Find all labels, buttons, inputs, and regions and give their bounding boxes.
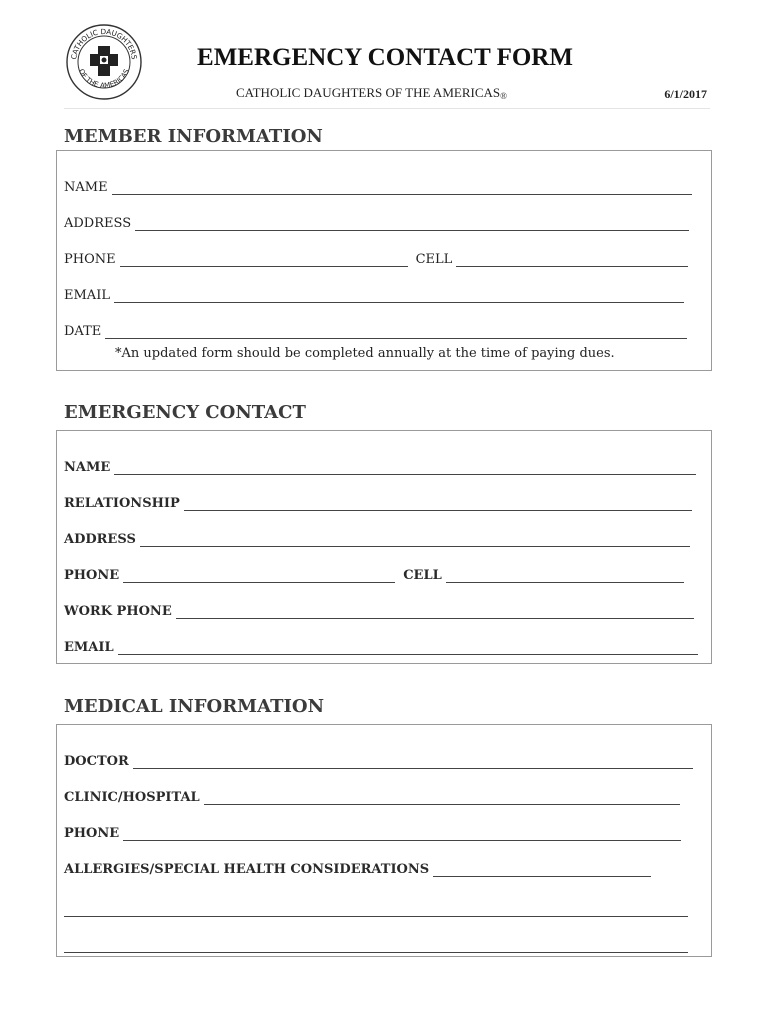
cda-seal-logo — [64, 22, 144, 102]
member-name-blank[interactable] — [112, 183, 692, 195]
ec-email-blank[interactable] — [118, 643, 698, 655]
ec-email-label: EMAIL — [64, 640, 114, 655]
header-divider — [64, 108, 710, 109]
member-section-title: MEMBER INFORMATION — [64, 126, 323, 147]
ec-name-label: NAME — [64, 460, 111, 475]
member-info-box — [56, 150, 712, 371]
clinic-label: CLINIC/HOSPITAL — [64, 790, 200, 805]
ec-phone-blank[interactable] — [123, 571, 395, 583]
member-phone-label: PHONE — [64, 252, 116, 267]
allergies-field[interactable] — [64, 861, 651, 877]
member-address-label: ADDRESS — [64, 216, 132, 231]
form-date: 6/1/2017 — [664, 87, 707, 101]
allergies-extra-line-2[interactable] — [64, 937, 688, 953]
member-address-blank[interactable] — [135, 219, 689, 231]
medical-phone-blank[interactable] — [123, 829, 681, 841]
clinic-field[interactable] — [64, 789, 680, 805]
member-email-field[interactable] — [64, 287, 684, 303]
clinic-blank[interactable] — [204, 793, 680, 805]
ec-email-field[interactable] — [64, 639, 698, 655]
allergies-extra-line-1[interactable] — [64, 901, 688, 917]
member-date-field[interactable] — [64, 323, 687, 339]
allergies-extra-blank-1[interactable] — [64, 905, 688, 917]
ec-relationship-blank[interactable] — [184, 499, 692, 511]
seal-text-top: CATHOLIC DAUGHTERS — [69, 26, 139, 61]
ec-address-blank[interactable] — [140, 535, 690, 547]
member-address-field[interactable] — [64, 215, 689, 231]
doctor-blank[interactable] — [133, 757, 693, 769]
ec-work-phone-blank[interactable] — [176, 607, 694, 619]
member-name-label: NAME — [64, 180, 108, 195]
member-name-field[interactable] — [64, 179, 692, 195]
ec-relationship-label: RELATIONSHIP — [64, 496, 180, 511]
medical-section-title: MEDICAL INFORMATION — [64, 696, 325, 717]
medical-phone-label: PHONE — [64, 826, 120, 841]
allergies-blank[interactable] — [433, 865, 651, 877]
doctor-field[interactable] — [64, 753, 693, 769]
member-phone-blank[interactable] — [120, 255, 408, 267]
subtitle-text: CATHOLIC DAUGHTERS OF THE AMERICAS — [236, 85, 501, 100]
ec-name-blank[interactable] — [114, 463, 696, 475]
ec-relationship-field[interactable] — [64, 495, 692, 511]
member-cell-label: CELL — [415, 252, 453, 267]
ec-address-field[interactable] — [64, 531, 690, 547]
annual-update-note: *An updated form should be completed annually at the time of paying dues. — [115, 346, 615, 361]
medical-info-box — [56, 724, 712, 957]
member-cell-blank[interactable] — [456, 255, 688, 267]
ec-phone-label: PHONE — [64, 568, 120, 583]
emergency-contact-box — [56, 430, 712, 664]
ec-work-phone-field[interactable] — [64, 603, 694, 619]
form-title: EMERGENCY CONTACT FORM — [197, 44, 573, 71]
ec-work-phone-label: WORK PHONE — [64, 604, 172, 619]
member-email-blank[interactable] — [114, 291, 684, 303]
member-date-blank[interactable] — [105, 327, 687, 339]
member-date-label: DATE — [64, 324, 102, 339]
allergies-label: ALLERGIES/SPECIAL HEALTH CONSIDERATIONS — [64, 862, 430, 877]
registered-mark: ® — [500, 91, 507, 101]
seal-text-bottom: OF THE AMERICAS — [76, 67, 132, 90]
allergies-extra-blank-2[interactable] — [64, 941, 688, 953]
emergency-section-title: EMERGENCY CONTACT — [64, 402, 306, 423]
ec-cell-blank[interactable] — [446, 571, 684, 583]
member-email-label: EMAIL — [64, 288, 110, 303]
member-phone-field[interactable] — [64, 251, 688, 267]
doctor-label: DOCTOR — [64, 754, 129, 769]
ec-name-field[interactable] — [64, 459, 696, 475]
ec-address-label: ADDRESS — [64, 532, 136, 547]
medical-phone-field[interactable] — [64, 825, 681, 841]
ec-phone-field[interactable] — [64, 567, 684, 583]
form-subtitle — [236, 85, 507, 101]
ec-cell-label: CELL — [403, 568, 442, 583]
